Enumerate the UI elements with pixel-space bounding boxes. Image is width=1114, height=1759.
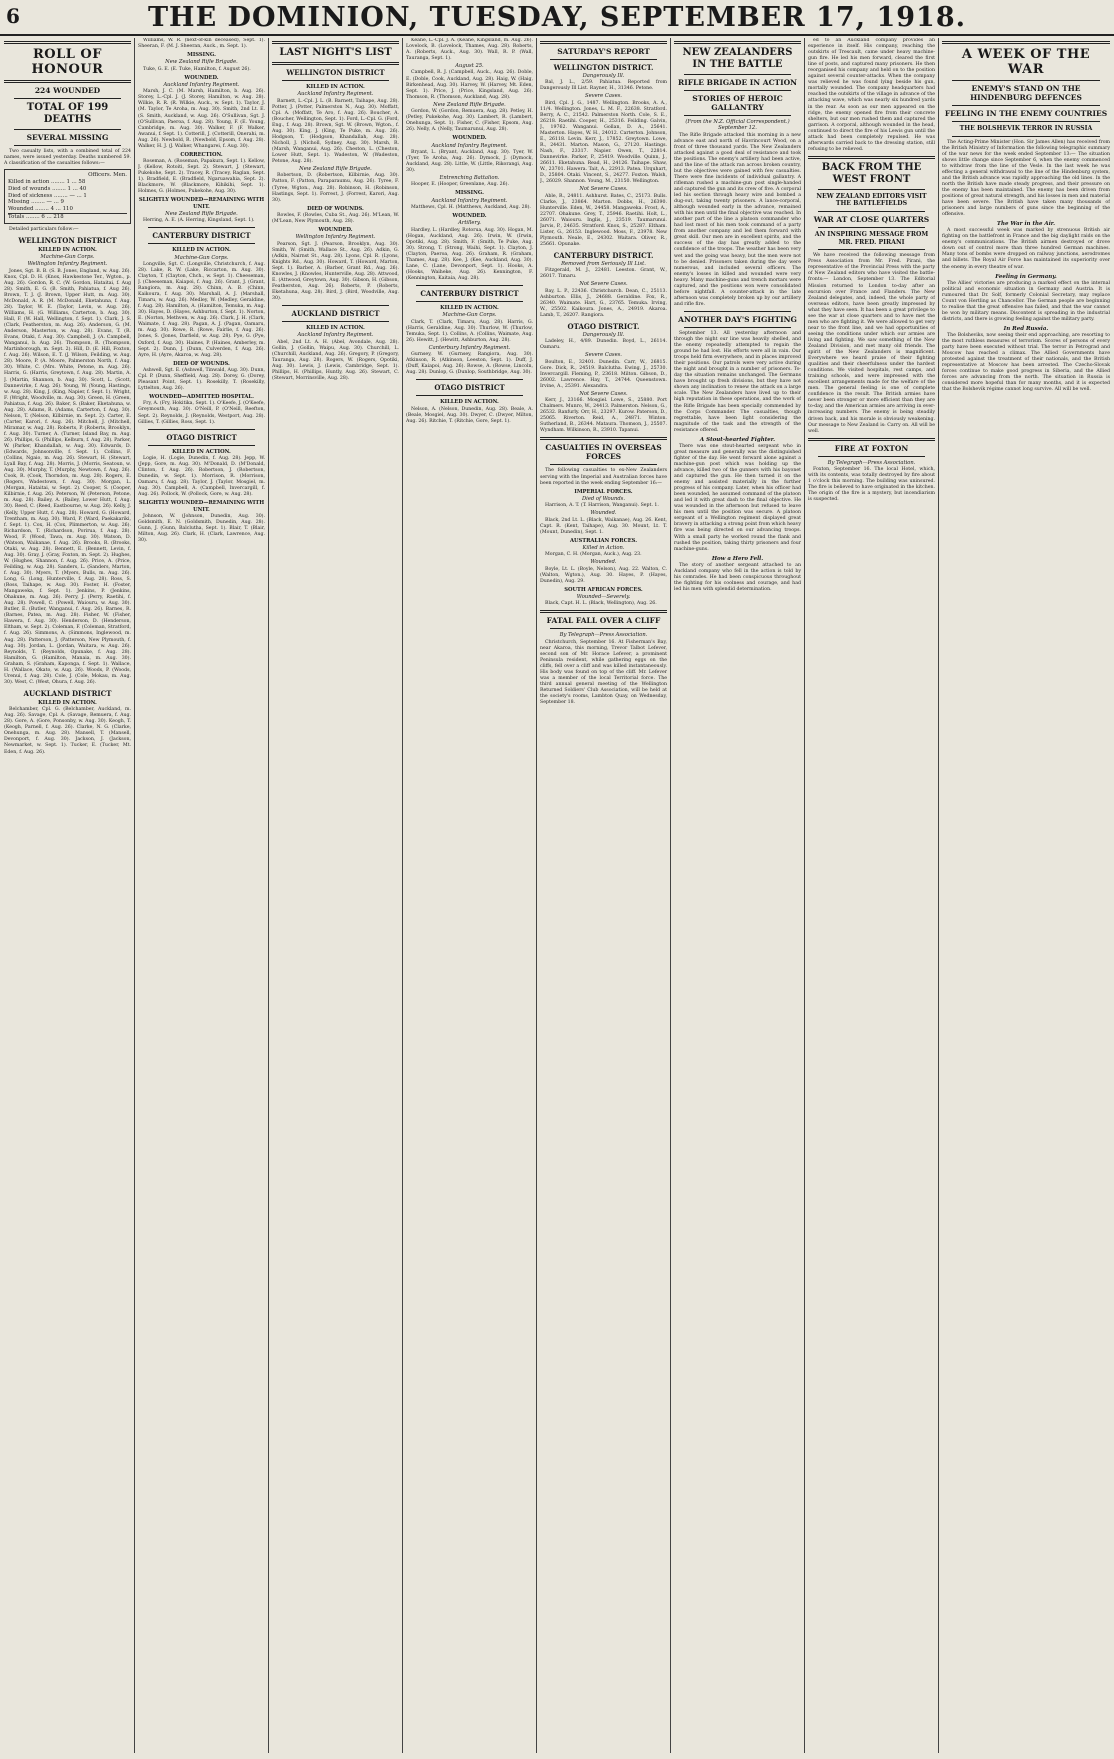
column-5 <box>540 38 667 1753</box>
section-heading: CORRECTION. <box>180 151 223 158</box>
section-heading: WOUNDED. <box>452 135 487 142</box>
west-front-title: BACK FROM THE WEST FRONT <box>821 161 922 185</box>
casualty-list: Johnson, W. (Johnson, Dunedin, Aug. 30). Goldsmith, E. N. (Goldsmith, Dunedin, Aug. 28). Gunn, J. (Gunn, Balclutha, Sept. 1). Blair, T. (Blair, Milton, Aug. 26). Clark, H. (Clark, Lawrence, Aug. 30). <box>138 513 265 544</box>
section-heading: SLIGHTLY WOUNDED—REMAINING WITH UNIT. <box>138 500 265 513</box>
subheading: How a Hero Fell. <box>711 555 764 562</box>
column-2 <box>138 38 265 1753</box>
column-1 <box>4 38 131 1753</box>
subheading: The War in the Air. <box>996 221 1056 228</box>
column-6 <box>674 38 801 1753</box>
article-intro: The following casualties to ex-New Zealanders serving with the Imperial and Australian forces have been reported in the week ending September 16:— <box>540 468 667 486</box>
headline-hindenburg: ENEMY'S STAND ON THE HINDENBURG DEFENCES <box>970 84 1082 102</box>
section-heading: MISSING. <box>187 52 216 59</box>
section-heading: Wounded. <box>590 559 617 566</box>
overseas-casualties-title: CASUALTIES IN OVERSEAS FORCES <box>545 443 662 462</box>
unit-heading: New Zealand Rifle Brigade. <box>165 59 238 66</box>
table-total: Totals ........ 6 ... 218 <box>8 213 127 221</box>
casualty-list: Matthews, Cpl. H. (Matthews, Auckland, Aug. 28). <box>411 204 531 210</box>
byline: By Telegraph—Press Association. <box>827 459 916 466</box>
unit-heading: Wellington Infantry Regiment. <box>27 261 108 268</box>
headline-russia: THE BOLSHEVIK TERROR IN RUSSIA <box>959 125 1093 132</box>
section-heading: KILLED IN ACTION. <box>38 246 97 253</box>
district-heading: AUCKLAND DISTRICT <box>23 688 112 698</box>
headline-enemy-countries: FEELING IN THE ENEMY COUNTRIES <box>944 109 1108 118</box>
casualty-list: Jones, Sgt. B. B. (S. B. Jones, England, w. Aug. 26). Knox, Cpl. D. H. (Knox, Hawkestone Ter., Wgton., p. Aug. 26). Gordon, R. C. (W. Gordon, Hataitai, f. Aug 28). Smith, E. G. (B. Smith, Pahiatua, f. Aug 26). Brown, T. J. (J. Brown, Upper Hutt, m. Aug. 30). McDonald, A. R. (M. McDonald, Eketahuna, f. Aug. 28). Taylor, W. E. (Taylor, Levin, w. Aug. 26). Williams, H. (G. Williams, Carterton, b. Aug. 30). Hall, F. (W. Hall, Wellington, f. Sept. 1). Clark, J. S. (Clark, Featherston, m. Aug. 26). Anderson, G. (M. Anderson, Masterton, w. Aug. 28). Evans, T. (R. Evans, Otaki, f. Aug. 30). Campbell, J. (A. Campbell, Wanganui, b. Aug. 26). Thompson, R. (Thompson, Martinborough, m. Sept. 2). Hill, D. (E. Hill, Foxton, f. Aug. 26). Wilson, E. T. (J. Wilson, Feilding, w. Aug. 28). Moore, P. (A. Moore, Palmerston North, f. Aug. 30). White, C. (Mrs. White, Petone, m. Aug. 26). Harris, G. (Harris, Greytown, f. Aug. 28). Martin, A. J. (Martin, Shannon, b. Aug. 30). Scott, L. (Scott, Dannevirke, f. Aug. 26). Young, W. (Young, Hastings, w. Aug. 28). King, J. (King, Napier, f. Sept. 1). Wright, F. (Wright, Woodville, m. Aug. 30). Green, H. (Green, Pahiatua, f. Aug. 26). Baker, S. (Baker, Eketahuna, w. Aug. 28). Adams, R. (Adams, Carterton, f. Aug. 30). Nelson, T. (Nelson, Kilbirnie, m. Sept. 2). Carter, E. (Carter, Karori, f. Aug. 26). Mitchell, J. (Mitchell, Miramar, w. Aug. 28). Roberts, P. (Roberts, Brooklyn, f. Aug. 30). Turner, A. (Turner, Island Bay, m. Aug. 26). Phillips, G. (Phillips, Kelburn, f. Aug. 28). Parker, W. (Parker, Khandallah, w. Aug. 30). Edwards, D. (Edwards, Johnsonville, f. Sept. 1). Collins, F. (Collins, Ngaio, m. Aug. 26). Stewart, H. (Stewart, Lyall Bay, f. Aug. 28). Morris, J. (Morris, Seatoun, w. Aug. 30). Murphy, T. (Murphy, Newtown, f. Aug. 26). Cook, R. (Cook, Thorndon, m. Aug. 28). Rogers, E. (Rogers, Wadestown, f. Aug. 30). Morgan, L. (Morgan, Hataitai, w. Sept. 2). Cooper, S. (Cooper, Kilbirnie, f. Aug. 26). Peterson, W. (Peterson, Petone, m. Aug. 28). Bailey, A. (Bailey, Lower Hutt, f. Aug. 30). Reed, C. (Reed, Eastbourne, w. Aug. 26). Kelly, J. (Kelly, Upper Hutt, f. Aug. 28). Howard, G. (Howard, Trentham, m. Aug. 30). Ward, P. (Ward, Paekakariki, f. Sept. 1). Cox, H. (Cox, Plimmerton, w. Aug. 26). Richardson, T. (Richardson, Porirua, f. Aug. 28). Wood, F. (Wood, Tawa, m. Aug. 30). Watson, D. (Watson, Waikanae, f. Aug. 26). Brooks, R. (Brooks, Otaki, w. Aug. 28). Bennett, E. (Bennett, Levin, f. Aug. 30). Gray, J. (Gray, Foxton, m. Sept. 2). Hughes, W. (Hughes, Shannon, f. Aug. 26). Price, A. (Price, Feilding, w. Aug. 28). Sanders, L. (Sanders, Marton, f. Aug. 30). Myers, T. (Myers, Bulls, m. Aug. 26). Long, G. (Long, Hunterville, f. Aug. 28). Ross, S. (Ross, Taihape, w. Aug. 30). Foster, H. (Foster, Mangaweka, f. Sept. 1). Jenkins, P. (Jenkins, Ohakune, m. Aug. 26). Perry, J. (Perry, Raetihi, f. Aug. 28). Powell, C. (Powell, Waiouru, w. Aug. 30). Butler, E. (Butler, Wanganui, f. Aug. 26). Barnes, R. (Barnes, Patea, m. Aug. 28). Fisher, W. (Fisher, Hawera, f. Aug. 30). Henderson, D. (Henderson, Eltham, w. Sept. 2). Coleman, F. (Coleman, Stratford, f. Aug. 26). Simmons, A. (Simmons, Inglewood, m. Aug. 28). Patterson, J. (Patterson, New Plymouth, f. Aug. 30). Jordan, L. (Jordan, Waitara, w. Aug. 26). Reynolds, T. (Reynolds, Opunake, f. Aug. 28). Hamilton, G. (Hamilton, Manaia, m. Aug. 30). Graham, S. (Graham, Kaponga, f. Sept. 1). Wallace, H. (Wallace, Okato, w. Aug. 26). Woods, P. (Woods, Urenui, f. Aug. 28). Cole, J. (Cole, Mokau, m. Aug. 30). West, C. (West, Ohura, f. Aug. 26). <box>4 268 131 685</box>
unit-heading: Machine-Gun Corps. <box>442 312 497 319</box>
column-rule <box>804 38 805 1753</box>
section-heading: KILLED IN ACTION. <box>440 399 499 406</box>
last-night-list-title: LAST NIGHT'S LIST <box>279 47 392 58</box>
unit-heading: Auckland Infantry Regiment. <box>431 142 508 149</box>
casualty-list: Black, Capt. H. L. (Black, Wellington), Aug. 26. <box>545 601 657 607</box>
casualty-list: Rowles, F. (Rowles, Cuba St., Aug. 26). M'Lean, W. (M'Lean, New Plymouth, Aug. 28). <box>272 212 399 224</box>
article-body: The Rifle Brigade attacked this morning in a new advance east and north of Havrincourt Wood, on a front of three thousand yards. The New Zealanders attacked against a good deal of resistance and took the positions. The enemy's artillery had been active, and the line of the attack ran across broken country, but the objectives were gained with few casualties. There were fine incidents of individual gallantry. A rifleman rushed a machine-gun post single-handed and captured the gun and its crew of five. A corporal led his section through heavy wire and bombed a dug-out, taking twenty prisoners. A lance-corporal, although wounded early in the advance, remained with his men until the final objective was reached. In another part of the line a platoon commander who had lost most of his men took command of a party from another company and led them forward with great skill. Our men are in excellent spirits, and the success of the day has greatly added to the confidence of the troops. The weather has been very wet and the going was heavy, but the men were not to be denied. Prisoners taken during the day were numerous, and included several officers. The enemy's losses in killed and wounded were very heavy. Many machine-guns and trench mortars were captured, and the positions won were consolidated before nightfall. A counter-attack in the late afternoon was completely broken up by our artillery and rifle fire. <box>674 132 801 307</box>
district-heading: OTAGO DISTRICT <box>166 432 237 442</box>
column-rule <box>268 38 269 1753</box>
headline-editors: NEW ZEALAND EDITORS VISIT THE BATTLEFIELDS <box>816 192 927 208</box>
casualty-list: Abel, 2nd Lt. A. H. (Abel, Avondale, Aug. 28). Gollin, J. (Gollin, Waipu, Aug. 30). Churchill, L. (Churchill, Auckland, Aug. 26). Gregory, P. (Gregory, Tauranga, Aug. 28). Rogers, W. (Rogers, Opotiki, Aug. 30). Lewis, J. (Lewis, Cambridge, Sept. 1). Phillips, H. (Phillips, Huntly, Aug. 26). Stewart, C. (Stewart, Morrinsville, Aug. 28). <box>272 339 399 381</box>
unit-heading: New Zealand Rifle Brigade. <box>165 210 238 217</box>
divider <box>4 80 131 83</box>
casualty-list: Hardley, L. (Hardley, Rotorua, Aug. 30). Hogan, M. (Hogan, Auckland, Aug. 26). Irwin, W. (Irwin, Opotiki, Aug. 28). Smith, F. (Smith, Te Puke, Aug. 30). Strong, T. (Strong, Waihi, Sept. 1). Clayton, J. (Clayton, Paeroa, Aug. 26). Graham, R. (Graham, Thames, Aug. 28). Kee, J. (Kee, Auckland, Aug. 30). Lane, C. (Lane, Devonport, Sept. 1). Hooks, A. (Hooks, Waiheke, Aug. 26). Kennington, F. (Kennington, Kaitaia, Aug. 28). <box>406 227 533 281</box>
saturday-report-title: SATURDAY'S REPORT <box>557 47 650 56</box>
hospital-list: Able, R., 24811. Ashhurst. Bates, C., 25173. Bulls. Clarke, J., 23864. Marton. Dobbs, H., 26390. Hunterville. Eden, W., 24458. Mangaweka. Frost, A., 22707. Ohakune. Grey, T., 25946. Raetihi. Holt, L., 26071. Waiouru. Inglis, J., 23519. Taumarunui. Jarvis, P., 24635. Stratford. Knox, S., 25287. Eltham. Lister, G., 26153. Inglewood. Moss, F., 23978. New Plymouth. Neale, E., 24302. Waitara. Oliver, R., 25661. Opunake. <box>540 193 667 248</box>
casualty-list: Belchamber, Cpl. G. (Belchamber, Auckland, m. Aug. 26). Savage, Cpl. A. (Savage, Remuera, f. Aug. 28). Gore, A. (Gore, Ponsonby, w. Aug. 30). Keogh, T. (Keogh, Parnell, f. Aug. 26). Clarke, N. G. (Clarke, Onehunga, m. Aug. 28). Mansell, T. (Mansell, Devonport, f. Aug. 30). Jackson, J. (Jackson, Newmarket, w. Sept. 1). Tucker, E. (Tucker, Mt. Eden, f. Aug. 26). <box>4 707 131 755</box>
column-rule <box>938 38 939 1753</box>
article-body: The Bolsheviks, now seeing their end approaching, are resorting to the most ruthless measures of terrorism. Scores of persons of every party have been executed without trial. The terror in Petrograd and Moscow has reached a climax. The Allied Governments have protested against the treatment of their nationals, and the British representative at Moscow has been arrested. The Czecho-Slovak forces continue to make good progress in Siberia, and the Allied forces are advancing from the north. The situation in Russia is considered more hopeful than for many months, and it is expected that the Bolshevik régime cannot long survive. All will be well. <box>942 333 1110 393</box>
section-heading: Died of Wounds. <box>582 495 625 502</box>
column-rule <box>670 38 671 1753</box>
casualty-list: Hooper, E. (Hooper, Greenlane, Aug. 26). <box>411 182 509 188</box>
section-heading: SOUTH AFRICAN FORCES. <box>564 586 643 593</box>
section-heading: AUSTRALIAN FORCES. <box>569 537 638 544</box>
table-row: Killed in action ........ 1 ... 58 <box>8 178 86 185</box>
column-rule <box>134 38 135 1753</box>
hospital-list: Ladeley, H., 4/89. Dunedin. Boyd, L., 26114. Oamaru. <box>540 339 667 351</box>
table-row: Died of sickness ........ — ... 1 <box>8 192 87 199</box>
casualty-list: Keane, L.-Cpl. J. A. (Keane, Kingsland, m. Aug. 26). Lovelock, B. (Lovelock, Thames, Aug. 28). Roberts, A. (Roberts, Auck., Aug. 30). Wall, R. P. (Wall, Tauranga, Sept. 1). <box>406 38 533 62</box>
unit-heading: Wellington Infantry Regiment. <box>295 234 376 241</box>
unit-heading: Auckland Infantry Regiment. <box>163 82 240 89</box>
unit-heading: Auckland Infantry Regiment. <box>431 197 508 204</box>
casualty-list: Pearson, Sgt. J. (Pearson, Brooklyn, Aug. 30). Smith, W. (Smith, Wallace St., Aug. 26). Adkin, G. (Adkin, Nairnst St., Aug. 28). Lyons, Cpl. R. (Lyons, Knights Rd., Aug. 30). Howard, T. (Howard, Marton, Sept. 1). Barber, A. (Barber, Grant Rd., Aug. 26). Knowles, J. (Knowles, Hunterville, Aug. 28). Attwood, E. (Attwood, Greytown, Aug. 30). Gibson, H. (Gibson, Featherston, Aug. 26). Roberts, P. (Roberts, Eketahuna, Aug. 28). Bird, J. (Bird, Woodville, Aug. 30). <box>272 241 399 302</box>
unit-heading: Machine-Gun Corps. <box>174 254 229 261</box>
hospital-list: Kerr, J., 23166. Mosgiel. Lowe, S., 25880. Port Chalmers. Munro, W., 24413. Palmerston. Nelson, G., 26532. Ranfurly. Orr, H., 23297. Kurow. Paterson, D., 25065. Riverton. Reid, A., 24871. Winton. Sutherland, B., 26344. Mataura. Thomson, J., 25507. Wyndham. Wilkinson, R., 23910. Tapanui. <box>540 398 667 434</box>
casualty-list: Herring, A. E. (A. Herring, Kingsland, Sept. 1). <box>143 218 255 224</box>
district-heading: CANTERBURY DISTRICT. <box>553 251 654 261</box>
casualty-list: Robertson, D. (Robertson, Kilbirnie, Aug. 30). Patton, F. (Patton, Paraparaumu, Aug. 26). Tyree, F. (Tyree, Wgton., Aug. 28). Robinson, H. (Robinson, Hastings, Sept. 1). Forrest, J. (Forrest, Karori, Aug. 30). <box>272 173 399 203</box>
headline-rifle-brigade: RIFLE BRIGADE IN ACTION <box>677 78 798 87</box>
unit-heading: Canterbury Infantry Regiment. <box>428 344 511 351</box>
masthead <box>0 0 1114 36</box>
hospital-list: Fitzgerald, M. J., 22481. Leeston. Grant, W., 26017. Timaru. <box>540 268 667 280</box>
table-row: Missing ........ — ... 9 <box>8 199 64 206</box>
fire-foxton-title: FIRE AT FOXTON <box>834 443 909 453</box>
headline-gallantry: STORIES OF HEROIC GALLANTRY <box>692 94 783 112</box>
section-heading: Killed in Action. <box>582 545 625 551</box>
casualty-list: Logie, H. (Logie, Dunedin, f. Aug. 28). Jepp, W. (Jepp, Gore, m. Aug. 30). M'Donald, D. (M'Donald, Clinton, f. Aug. 26). Robertson, J. (Robertson, Dunedin, w. Sept. 1). Morrison, R. (Morrison, Oamaru, f. Aug. 28). Taylor, J. (Taylor, Mosgiel, m. Aug. 30). Campbell, A. (Campbell, Invercargill, f. Aug. 26). Pollock, W. (Pollock, Gore, w. Aug. 28). <box>138 455 265 498</box>
newspaper-title: THE DOMINION, TUESDAY, SEPTEMBER 17, 1918. <box>147 2 967 33</box>
fatal-fall-title: FATAL FALL OVER A CLIFF <box>546 616 661 626</box>
hospital-list: Bird, Cpl. J. G., 1487. Wellington. Brooks, A. A., 11/4. Wellington. Jones, L. M. F., 22638. Stratford. Berry, A. C., 21542. Palmerston North. Cole, S. E., 26218. Raetihi. Cooper, H., 25316. Feilding. Galvin, J., 19762. Wanganui. Gollan, D. A., 25641. Masterton. Hayes, W. H., 24012. Carterton. Johnson, E., 26118. Levin. Kerr, J., 17852. Greytown. Lowe, R., 24431. Marton. Mason, G., 27120. Hastings. Nash, F., 23317. Napier. Owen, T., 22814. Dannevirke. Parker, P., 25419. Woodville. Quinn, J., 26611. Eketahuna. Read, H., 24126. Taihape. Shaw, W., 23701. Hawera. Tait, A., 22913. Patea. Urquhart, D., 25804. Otaki. Vincent, S., 24277. Foxton. Walsh, J., 26029. Shannon. Young, M., 23150. Wellington. <box>540 100 667 185</box>
article-body: Christchurch, September 16. At Fisherman's Bay, near Akaroa, this morning, Trevor Talbot Lefever, second son of Mr. Horace Lefever, a prominent Peninsula resident, while gathering eggs on the cliffs, fell over a cliff and was killed instantaneously. His body was found on top of the cliff. Mr. Lefever was a member of the local Territorial force. The third annual general meeting of the Wellington Returned Soldiers' Club Association, will be held at the society's rooms, Lambton Quay, on Wednesday, September 18. <box>540 639 667 706</box>
district-heading: WELLINGTON DISTRICT. <box>553 63 654 72</box>
table-row: Died of wounds ........ 1 ... 40 <box>8 185 87 192</box>
section-heading: KILLED IN ACTION. <box>172 448 231 455</box>
section-heading: KILLED IN ACTION. <box>306 325 365 332</box>
article-body: The story of another sergeant attached to an Auckland company who fell in the action is told by his comrades. He had been conspicuous throughout the fighting for his coolness and courage, and had led his men with splendid determination. <box>674 562 801 592</box>
district-heading: CANTERBURY DISTRICT <box>152 231 251 241</box>
article-body: ed to an Auckland company provides an experience in itself. His company, reaching the outskirts of Trescault, came under heavy machine-gun fire. He led his men forward, cleared the first line of posts, and captured many prisoners. He then reorganised his company and held on to the position against several counter-attacks. When the company was relieved he was found lying beside his gun, mortally wounded. The company headquarters had reached the outskirts of the village in advance of the attacking wave, which was nearly six hundred yards in the rear. As soon as our men appeared on the ridge, the enemy opened fire from their concrete shelters, but our men rushed them and captured the garrison. A corporal, although wounded in the head, continued to direct the fire of his Lewis gun until the attack had been completely repulsed. He was afterwards carried back to the dressing station, still refusing to be relieved. <box>808 38 935 152</box>
casualty-list: Williams, W. R. (next-of-kin deceased), Sept. 1). Sheeran, F. (M. J. Sheeran, Auck., m. Sept. 1). <box>138 38 265 50</box>
article-body: September 13. All yesterday afternoon and through the night our line was heavily shelled, and the enemy repeatedly attempted to regain the ground he had lost. His efforts were all in vain. Our troops held firm everywhere, and in places improved their positions. Our patrols were very active during the night and brought in a number of prisoners. To-day the situation remains unchanged. The Germans have brought up fresh divisions, but they have not shown any inclination to renew the attack on a large scale. The New Zealanders have lived up to their high reputation in these operations, and the work of the Rifle Brigade has been specially commended by the Corps Commander. The casualties, though regrettable, have been light considering the magnitude of the task and the strength of the resistance offered. <box>674 330 801 433</box>
hospital-list: Bal, J. L., 2/59. Pahiatua. Reported from Dangerously Ill List. Rayner, H., 31346. Petone. <box>540 80 667 92</box>
section-heading: Not Severe Cases. <box>579 281 628 288</box>
section-heading: KILLED IN ACTION. <box>38 699 97 706</box>
unit-heading: New Zealand Rifle Brigade. <box>299 166 372 173</box>
subheading: In Red Russia. <box>1003 325 1049 332</box>
column-7 <box>808 38 935 1753</box>
article-intro: Two casualty lists, with a combined total of 224 names, were issued yesterday. Deaths numbered 59. A classification of the casualties follows:— <box>4 149 131 167</box>
nz-battle-title: NEW ZEALANDERS IN THE BATTLE <box>682 47 793 70</box>
section-heading: Removed from Seriously Ill List. <box>561 261 646 268</box>
section-heading: Not Severe Cases. <box>579 186 628 193</box>
casualty-list: Fry, A. (Fry, Hokitika, Sept. 1). O'Keefe, J. (O'Keefe, Greymouth, Aug. 30). O'Neill, P. (O'Neill, Reefton, Sept. 2). Reynolds, J. (Reynolds, Westport, Aug. 28). Gillies, T. (Gillies, Ross, Sept. 1). <box>138 401 265 425</box>
casualty-summary-table <box>4 169 131 224</box>
byline: (From the N.Z. Official Correspondent.) September 12. <box>685 119 790 132</box>
casualty-list: Tuke, G. E. (E. Tuke, Hamilton, f. August 26). <box>143 66 251 72</box>
subheading: Feeling in Germany. <box>995 273 1057 280</box>
casualty-list: Black, 2nd Lt. L. (Black, Waikanae), Aug. 26. Kent, Capt. R. (Kent, Taihape), Aug. 30. Mount, Lt. T. (Mount, Dunedin), Sept. 1. <box>540 517 667 535</box>
article-body: There was one stout-hearted sergeant who in great measure and generally was the distinguished fighter of the day. He went forward alone against a machine-gun post which was holding up the advance, killed two of the gunners with his bayonet and captured the gun. He then turned it on the enemy and assisted materially in the further progress of his company. Later, when his officer had been wounded, he assumed command of the platoon and led it with great dash to the final objective. He was wounded in the afternoon but refused to leave his men until the position was secure. A platoon sergeant of a Wellington regiment displayed great bravery in attacking a strong point from which heavy fire was being directed on our advancing troops. With a small party he worked round the flank and rushed the position, taking thirty prisoners and four machine-guns. <box>674 443 801 552</box>
section-heading: IMPERIAL FORCES. <box>574 488 633 495</box>
subheading: A Stout-hearted Fighter. <box>699 436 776 443</box>
headline-deaths: TOTAL OF 199 DEATHS <box>26 102 109 125</box>
date-heading: August 25. <box>455 63 484 70</box>
column-4 <box>406 38 533 1753</box>
section-heading: DIED OF WOUNDS. <box>307 205 364 212</box>
table-header: Officers. Men. <box>88 172 127 179</box>
unit-heading: Auckland Infantry Regiment. <box>297 91 374 98</box>
roll-of-honour-title: ROLL OF HONOUR <box>31 47 104 77</box>
section-heading: WOUNDED. <box>184 74 219 81</box>
week-of-war-title: A WEEK OF THE WAR <box>961 47 1091 77</box>
hospital-list: Bay, L. P., 22436. Christchurch. Dean, C., 25113. Ashburton. Ellis, J., 24688. Geraldine. Fox, R., 26340. Waimate. Hart, G., 23765. Temuka. Irving, W., 25502. Kaikoura. Jones, A., 24919. Akaroa. Lamb, T., 26207. Rangiora. <box>540 288 667 318</box>
headline-message: AN INSPIRING MESSAGE FROM MR. FRED. PIRANI <box>814 231 929 246</box>
section-heading: Severe Cases. <box>585 93 622 100</box>
section-heading: WOUNDED. <box>318 227 353 234</box>
casualty-list: Marsh, J. C. (M. Marsh, Hamilton, b. Aug. 26). Storey, L.-Cpl. J. (J. Storey, Hamilton, w. Aug. 28). Wilkie, R. R. (R. Wilkie, Auck., w. Sept. 1). Taylor, J. (M. Taylor, Te Aroha, m. Aug. 30). Smith, 2nd Lt. E. (S. Smith, Auckland, w. Aug. 26). O'Sullivan, Sgt. J. (O'Sullivan, Paeroa, f. Aug. 28). Young, F. (E. Young, Cambridge, m. Aug. 30). Walker, F. (F. Walker, Awanui, f. Sept. 1). Cotterill, J. (Cotterill, Onerahi, m. Aug. 26). Newbold, R. (Newbold, Epsom, f. Aug. 28). Walker, H. J. (J. Walker, Whangarei, f. Aug. 30). <box>138 89 265 149</box>
unit-heading: Machine-Gun Corps. <box>40 254 95 261</box>
district-heading: OTAGO DISTRICT <box>434 383 505 393</box>
section-heading: Dangerously Ill. <box>582 331 625 338</box>
unit-heading: Entrenching Battalion. <box>439 174 500 181</box>
district-heading: WELLINGTON DISTRICT <box>286 68 385 77</box>
divider <box>4 41 131 44</box>
section-heading: Not Severe Cases. <box>579 390 628 397</box>
section-heading: DIED OF WOUNDS. <box>173 360 230 367</box>
section-heading: WOUNDED—ADMITTED HOSPITAL. <box>149 394 254 401</box>
article-body: We have received the following message from Press Association from Mr. Fred. Pirani, the representative of the Provincial Press with the party of New Zealand editors who have visited the battle-fronts:— London, September 13. The Editorial Mission returned to London to-day after an excursion over France and Flanders. The New Zealand delegates, and, indeed, the whole party of overseas editors, have been greatly impressed by what they have seen. It has been a great privilege to see the war at close quarters and to have met the men who are fighting it. We were allowed to get very near to the front line, and we had opportunities of seeing the conditions under which our armies are living and fighting. We saw something of the New Zealand Division, and met many old friends. The spirit of the New Zealanders is magnificent. Everywhere we heard praise of their fighting qualities and their cheerfulness under the hardest conditions. We visited hospitals, rest camps, and training schools, and were impressed with the excellent arrangements made for the welfare of the men. The general feeling is one of complete confidence in the result. The British armies have never been stronger or more efficient than they are to-day, and the American armies are arriving in ever-increasing numbers. The enemy is being steadily driven back, and his morale is obviously weakening. Our message to New Zealand is: Carry on. All will be well. <box>808 253 935 434</box>
section-heading: Severe Cases. <box>585 352 622 359</box>
casualty-list: Nelson, A. (Nelson, Dunedin, Aug. 28). Beale, A. (Beale, Mosgiel, Aug. 30). Dwyer, C. (Dwyer, Milton, Aug. 26). Ritchie, T. (Ritchie, Gore, Sept. 1). <box>406 406 533 424</box>
headline-missing: SEVERAL MISSING <box>26 133 109 142</box>
district-heading: WELLINGTON DISTRICT <box>18 235 117 245</box>
headline-wounded: 224 WOUNDED <box>34 86 101 95</box>
casualty-list: Bryant, L. (Bryant, Auckland, Aug. 30). Tyer, W. (Tyer, Te Aroha, Aug. 26). Dymock, J. (Dymock, Auckland, Aug. 28). Little, W. (Little, Rikorangi, Aug. 30). <box>406 149 533 173</box>
unit-heading: Artillery. <box>458 220 481 227</box>
article-body: The Allies' victories are producing a marked effect on the internal political and economic situation in Germany and Austria. It is rumoured that Dr. Solf, formerly Colonial Secretary, may replace Count von Hertling as Chancellor. The German people are beginning to realise that the great offensive has failed, and that the war cannot be won by military means. Discontent is spreading in the industrial districts, and there is growing feeling against the military party. <box>942 280 1110 322</box>
column-rule <box>536 38 537 1753</box>
byline: By Telegraph—Press Association. <box>559 632 648 639</box>
district-heading: CANTERBURY DISTRICT <box>420 288 519 298</box>
section-heading: Dangerously Ill. <box>582 73 625 79</box>
section-heading: KILLED IN ACTION. <box>172 247 231 254</box>
headline-close-quarters: WAR AT CLOSE QUARTERS <box>813 215 930 225</box>
section-heading: SLIGHTLY WOUNDED—REMAINING WITH UNIT. <box>138 197 265 210</box>
casualty-list: Morgan, C. H. (Morgan, Auck.), Aug. 23. <box>545 552 642 558</box>
total-line: Detailed particulars follow:— <box>9 226 79 232</box>
article-body: Foxton, September 16. The local Hotel, which, with its contents, was totally destroyed by fire about 1 o'clock this morning. The building was uninsured. The fire is believed to have originated in the kitchen. The origin of the fire is a mystery, but incendiarism is suspected. <box>808 466 935 503</box>
article-body: A most successful week was marked by strenuous British air fighting on the battlefront in France and the big daylight raids on the enemy's communications. The British airmen destroyed or drove down out of control more than three hundred German machines. Many tons of bombs were dropped on railway junctions, aerodromes and billets. The Royal Air Force has maintained its superiority over the enemy in every theatre of war. <box>942 228 1110 270</box>
section-heading: MISSING. <box>455 190 484 197</box>
unit-heading: New Zealand Rifle Brigade. <box>433 101 506 108</box>
section-heading: KILLED IN ACTION. <box>440 304 499 311</box>
table-row: Wounded ........ 4 ... 110 <box>8 206 73 213</box>
district-heading: OTAGO DISTRICT. <box>567 321 640 331</box>
casualty-list: Longville, Sgt. C. (Longville, Christchurch, f. Aug. 28). Lake, R. W. (Lake, Riccarton, m. Aug. 30). Clayton, T. (Clayton, Chch., w. Sept. 1). Cheeseman, J. (Cheeseman, Kaiapoi, f. Aug. 26). Grant, J. (Grant, Rangiora, m. Aug. 28). Chinn, A. B. (Chinn, Kaikoura, f. Aug. 30). Marshall, A. J. (Marshall, Timaru, w. Aug. 26). Medley, W. (Medley, Geraldine, f. Aug. 28). Hamilton, A. (Hamilton, Temuka, m. Aug. 30). Hayes, D. (Hayes, Ashburton, f. Sept. 1). Norton, E. (Norton, Methven, w. Aug. 26). Clark, J. H. (Clark, Waimate, f. Aug. 28). Pagan, A. J. (Pagan, Oamaru, m. Aug. 30). Rowe, R. (Rowe, Fairlie, f. Aug. 26). Jones, S. (Jones, Darfield, w. Aug. 28). Pye, G. (Pye, Oxford, f. Aug. 30). Haines, P. (Haines, Amberley, m. Sept. 2). Dunn, J. (Dunn, Culverden, f. Aug. 26). Ayre, H. (Ayre, Akaroa, w. Aug. 28). <box>138 261 265 358</box>
casualty-list: Clark, T. (Clark, Timaru, Aug. 28). Harris, G. (Harris, Geraldine, Aug. 30). Thurlow, W. (Thurlow, Temuka, Sept. 1). Collins, A. (Collins, Waimate, Aug. 26). Hewitt, J. (Hewitt, Ashburton, Aug. 28). <box>406 319 533 343</box>
casualty-list: Ashwell, Sgt. E. (Ashwell, Tinwald, Aug. 30). Dunn, Cpl. P. (Dunn, Sheffield, Aug. 28). Dorey, G. (Dorey, Pleasant Point, Sept. 1). Rosekilly, T. (Rosekilly, Lyttelton, Aug. 26). <box>138 367 265 392</box>
column-8 <box>942 38 1110 1753</box>
column-3 <box>272 38 399 1753</box>
section-heading: KILLED IN ACTION. <box>306 84 365 90</box>
section-heading: Wounded—Severely. <box>576 594 631 601</box>
article-body: The Acting-Prime Minister (Hon. Sir James Allen) has received from the British Ministry of Information the following telegraphic summary of the war news for the week ended September 13:— The situation shows little change since September 6, when the enemy commenced to withdraw from the line of the Vesle. In the last week he was effecting a general withdrawal to the line of the Hindenburg system, and the British advance was rapidly approaching the old lines. In the north the British have made steady progress, and their pressure on the enemy has been maintained. The enemy has been driven from positions of great natural strength, and his losses in men and material have been severe. The British have taken many thousands of prisoners and large numbers of guns since the beginning of the offensive. <box>942 139 1110 218</box>
casualty-list: Barnett, L.-Cpl. J. L. (B. Barnett, Taihape, Aug. 28). Potter, J. (Potter, Palmerston N., Aug. 30). Moffatt, Cpl. A. (Moffatt, Te Aro, f. Aug. 26). Boucher, A. (Boucher, Wellington, Sept. 1). Ford, L.-Cpl. G. (Ford, Eng., f. Aug. 28). Brown, Sgt. W. (Brown, Wgton., f. Aug. 30). King, J. (King, Te Puke, m. Aug. 26). Hodgson, T. (Hodgson, Khandallah, Aug. 28). Nicholl, J. (Nicholl, Sydney, Aug. 30). Marsh, R. (Marsh, Wanganui, Aug. 26). Cheston, L. (Cheston, Lower Hutt, Sept. 1). Wadeston, W. (Wadeston, Petone, Aug. 28). <box>272 98 399 165</box>
district-heading: AUCKLAND DISTRICT <box>291 309 380 319</box>
page-number: 6 <box>6 4 20 28</box>
casualty-list: Gordon, W. (Gordon, Remuera, Aug. 28). Petley, H. (Petley, Pukekohe, Aug. 30). Lambert, R. (Lambert, Onehunga, Sept. 1). Fisher, C. (Fisher, Epsom, Aug. 26). Nelly, A. (Nelly, Taumarunui, Aug. 28). <box>406 109 533 133</box>
casualty-list: Campbell, R. J. (Campbell, Auck., Aug. 26). Doble, E. (Doble, Cook, Auckland, Aug. 28). Haig, W. (Haig, Birkenhead, Aug. 30). Harvey, W. (Harvey, Mt. Eden, Sept. 1). Price, J. (Price, Kingsland, Aug. 26). Thomson, R. (Thomson, Auckland, Aug. 28). <box>406 70 533 100</box>
hospital-list: Boulton, E., 32401. Dunedin. Carr, W., 26815. Gore. Dick, R., 24519. Balclutha. Ewing, J., 25730. Invercargill. Fleming, P., 23618. Milton. Gibson, D., 26002. Lawrence. Hay, T., 24744. Queenstown. Irvine, A., 25391. Alexandra. <box>540 359 667 389</box>
unit-heading: Auckland Infantry Regiment. <box>297 332 374 339</box>
section-heading: Wounded. <box>590 510 617 517</box>
section-heading: WOUNDED. <box>452 212 487 219</box>
casualty-list: Roseman, A. (Roseman, Papakura, Sept. 1). Kellow, J. (Kellow, Rotoiti, Sept. 2). Stewart, J. (Stewart, Pukekohe, Sept. 2). Tracey, R. (Tracey, Raglan, Sept. 1). Bradfield, E. (Bradfield, Ngaruawahia, Sept. 2). Blackmore, W. (Blackmore, Kihikihi, Sept. 1). Holmes, G. (Holmes, Pukekohe, Aug. 30). <box>138 159 265 195</box>
casualty-list: Boyle, Lt. L. (Boyle, Nelson), Aug. 22. Walton, C. (Walton, Wgton.), Aug. 30. Hayes, P. (Hayes, Dunedin), Aug. 29. <box>540 566 667 584</box>
another-day-heading: ANOTHER DAY'S FIGHTING <box>678 314 797 324</box>
casualty-list: Gurnsey, W. (Gurnsey, Rangiora, Aug. 30). Atkinson, R. (Atkinson, Leeston, Sept. 1). Duff, J. (Duff, Kaiapoi, Aug. 26). Rowse, A. (Rowse, Lincoln, Aug. 28). Dunlop, G. (Dunlop, Southbridge, Aug. 30). <box>406 352 533 376</box>
casualty-list: Harrison, A. T. (T. Harrison, Wanganui). Sept. 1. <box>545 503 659 509</box>
column-rule <box>402 38 403 1753</box>
